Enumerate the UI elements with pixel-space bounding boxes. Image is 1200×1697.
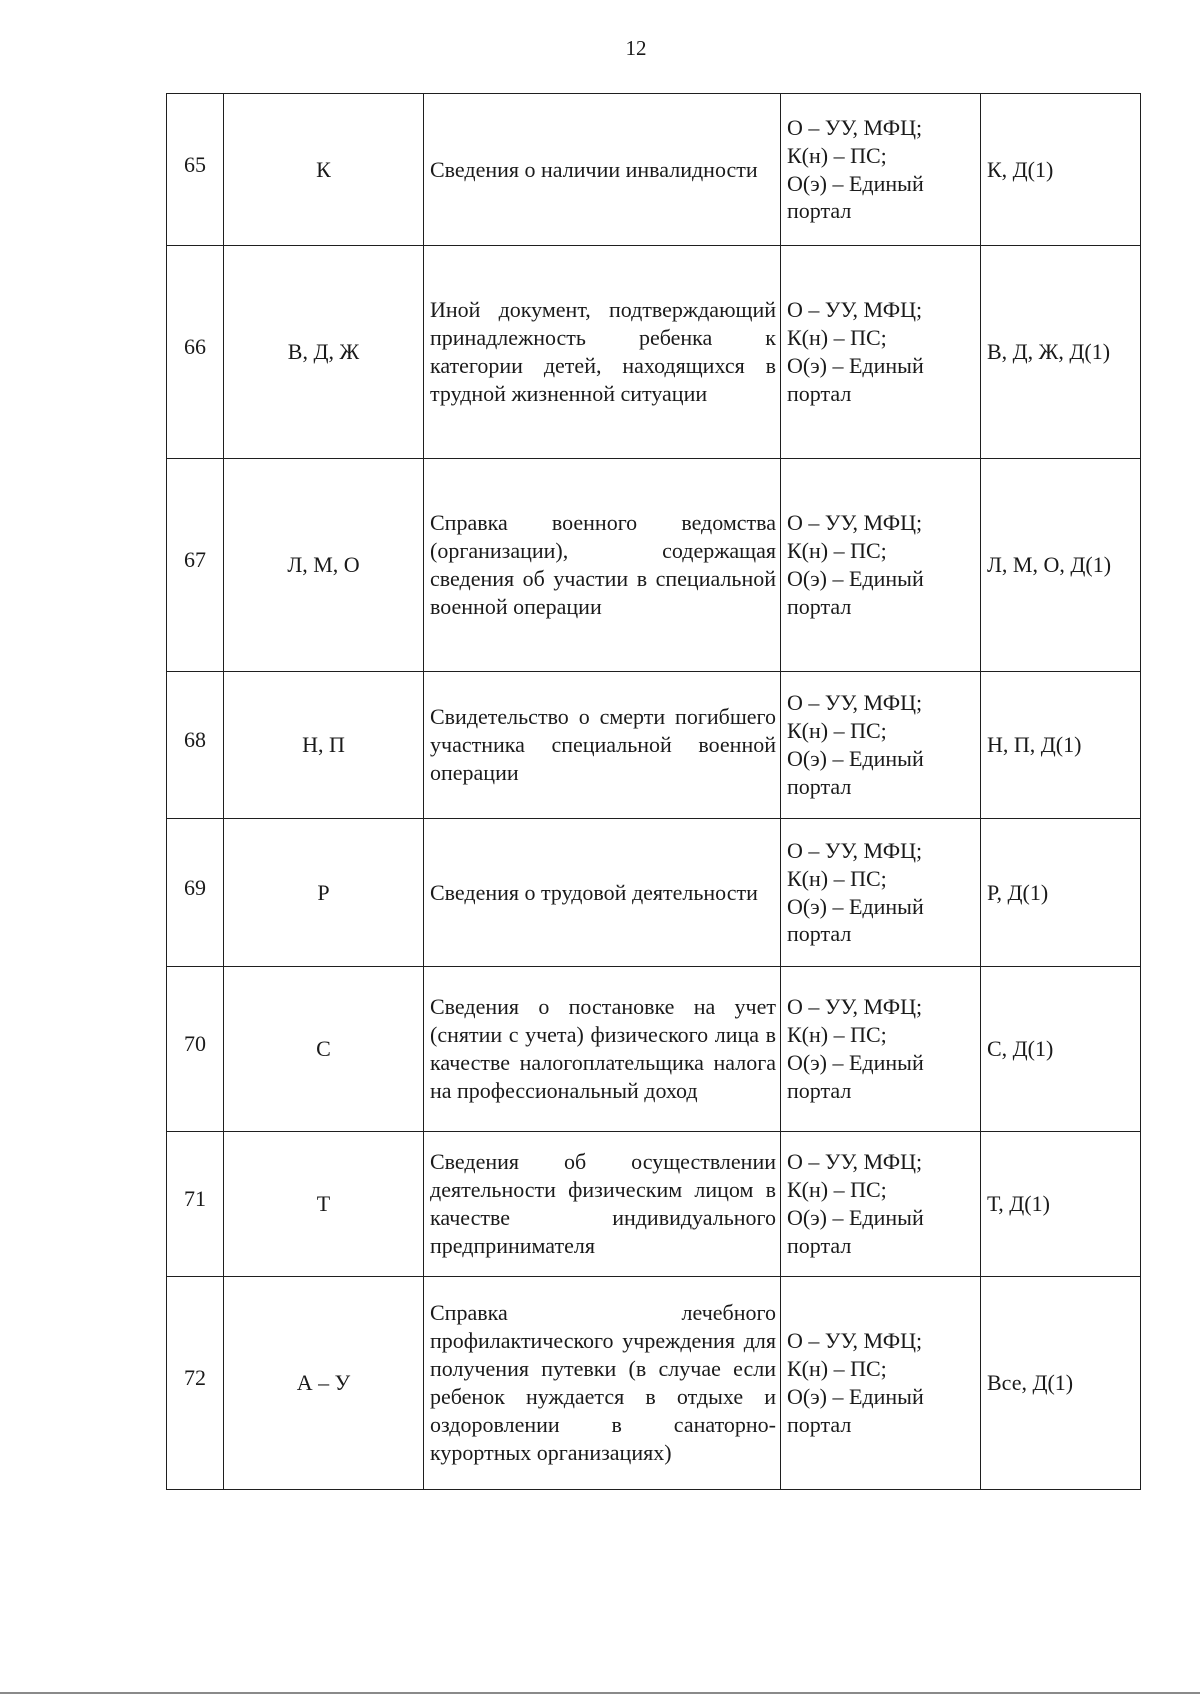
result-categories: К, Д(1) — [981, 94, 1141, 246]
submission-method-line: К(н) – ПС; — [787, 865, 887, 891]
submission-method-line: О – УУ, МФЦ; — [787, 297, 923, 323]
document-name: Сведения о постановке на учет (снятии с учета) физического лица в качестве налогоплательщика налога на профессиональный доход — [424, 967, 781, 1132]
submission-method — [781, 459, 981, 672]
row-number: 66 — [167, 246, 224, 459]
submission-method-line: портал — [787, 198, 852, 224]
submission-method-line: О – УУ, МФЦ; — [787, 510, 923, 536]
submission-method-line: портал — [787, 1411, 852, 1437]
submission-method-line: К(н) – ПС; — [787, 1022, 887, 1048]
result-categories: Т, Д(1) — [981, 1132, 1141, 1277]
submission-method — [781, 967, 981, 1132]
page-bottom-rule — [0, 1692, 1200, 1694]
row-number: 69 — [167, 819, 224, 967]
submission-method — [781, 1132, 981, 1277]
submission-method-line: К(н) – ПС; — [787, 1356, 887, 1382]
applicant-categories: А – У — [224, 1277, 424, 1490]
submission-method — [781, 819, 981, 967]
submission-method-line: О(э) – Единый — [787, 1205, 924, 1230]
submission-method-line: портал — [787, 1232, 852, 1258]
row-number: 68 — [167, 672, 224, 819]
submission-method-line: К(н) – ПС; — [787, 325, 887, 351]
submission-method-line: О(э) – Единый — [787, 746, 924, 771]
row-number: 72 — [167, 1277, 224, 1490]
table-row — [167, 819, 1141, 967]
row-number: 65 — [167, 94, 224, 246]
submission-method-line: О(э) – Единый — [787, 893, 924, 919]
table-row — [167, 967, 1141, 1132]
table-row — [167, 246, 1141, 459]
result-categories: Все, Д(1) — [981, 1277, 1141, 1490]
submission-method-line: К(н) – ПС; — [787, 142, 887, 168]
table-row — [167, 672, 1141, 819]
submission-method — [781, 94, 981, 246]
submission-method-line: О – УУ, МФЦ; — [787, 1328, 923, 1354]
result-categories: Р, Д(1) — [981, 819, 1141, 967]
submission-method-line: К(н) – ПС; — [787, 1177, 887, 1203]
table-row — [167, 1132, 1141, 1277]
submission-method-line: портал — [787, 1077, 852, 1103]
submission-method-line: О – УУ, МФЦ; — [787, 1149, 923, 1175]
submission-method-line: портал — [787, 593, 852, 619]
document-name: Иной документ, подтверждающий принадлежность ребенка к категории детей, находящихся в трудной жизненной ситуации — [424, 246, 781, 459]
submission-method-line: О(э) – Единый — [787, 353, 924, 378]
page-number: 12 — [625, 36, 647, 60]
row-number: 67 — [167, 459, 224, 672]
submission-method-line: О(э) – Единый — [787, 170, 924, 196]
applicant-categories: Р — [224, 819, 424, 967]
applicant-categories: В, Д, Ж — [224, 246, 424, 459]
row-number: 70 — [167, 967, 224, 1132]
document-name: Справка военного ведомства (организации), содержащая сведения об участии в специальной военной операции — [424, 459, 781, 672]
submission-method-line: О(э) – Единый — [787, 566, 924, 591]
table-row — [167, 94, 1141, 246]
submission-method-line: О – УУ, МФЦ; — [787, 837, 923, 863]
submission-method — [781, 672, 981, 819]
submission-method-line: О – УУ, МФЦ; — [787, 114, 923, 140]
document-name: Сведения о наличии инвалидности — [424, 94, 781, 246]
applicant-categories: К — [224, 94, 424, 246]
submission-method-line: портал — [787, 773, 852, 799]
submission-method — [781, 246, 981, 459]
document-name: Справка лечебного профилактического учреждения для получения путевки (в случае если ребенок нуждается в отдыхе и оздоровлении в санаторно-курортных организациях) — [424, 1277, 781, 1490]
submission-method-line: К(н) – ПС; — [787, 538, 887, 564]
result-categories: В, Д, Ж, Д(1) — [981, 246, 1141, 459]
applicant-categories: Н, П — [224, 672, 424, 819]
document-name: Свидетельство о смерти погибшего участника специальной военной операции — [424, 672, 781, 819]
document-name: Сведения об осуществлении деятельности физическим лицом в качестве индивидуального предпринимателя — [424, 1132, 781, 1277]
submission-method-line: портал — [787, 380, 852, 406]
submission-method-line: О – УУ, МФЦ; — [787, 994, 923, 1020]
applicant-categories: С — [224, 967, 424, 1132]
applicant-categories: Т — [224, 1132, 424, 1277]
applicant-categories: Л, М, О — [224, 459, 424, 672]
submission-method — [781, 1277, 981, 1490]
document-name: Сведения о трудовой деятельности — [424, 819, 781, 967]
result-categories: Н, П, Д(1) — [981, 672, 1141, 819]
submission-method-line: О(э) – Единый — [787, 1384, 924, 1409]
submission-method-line: портал — [787, 921, 852, 947]
submission-method-line: К(н) – ПС; — [787, 718, 887, 744]
submission-method-line: О(э) – Единый — [787, 1050, 924, 1075]
result-categories: Л, М, О, Д(1) — [981, 459, 1141, 672]
documents-table — [166, 93, 1141, 1490]
table-row — [167, 459, 1141, 672]
result-categories: С, Д(1) — [981, 967, 1141, 1132]
submission-method-line: О – УУ, МФЦ; — [787, 690, 923, 716]
table-row — [167, 1277, 1141, 1490]
row-number: 71 — [167, 1132, 224, 1277]
